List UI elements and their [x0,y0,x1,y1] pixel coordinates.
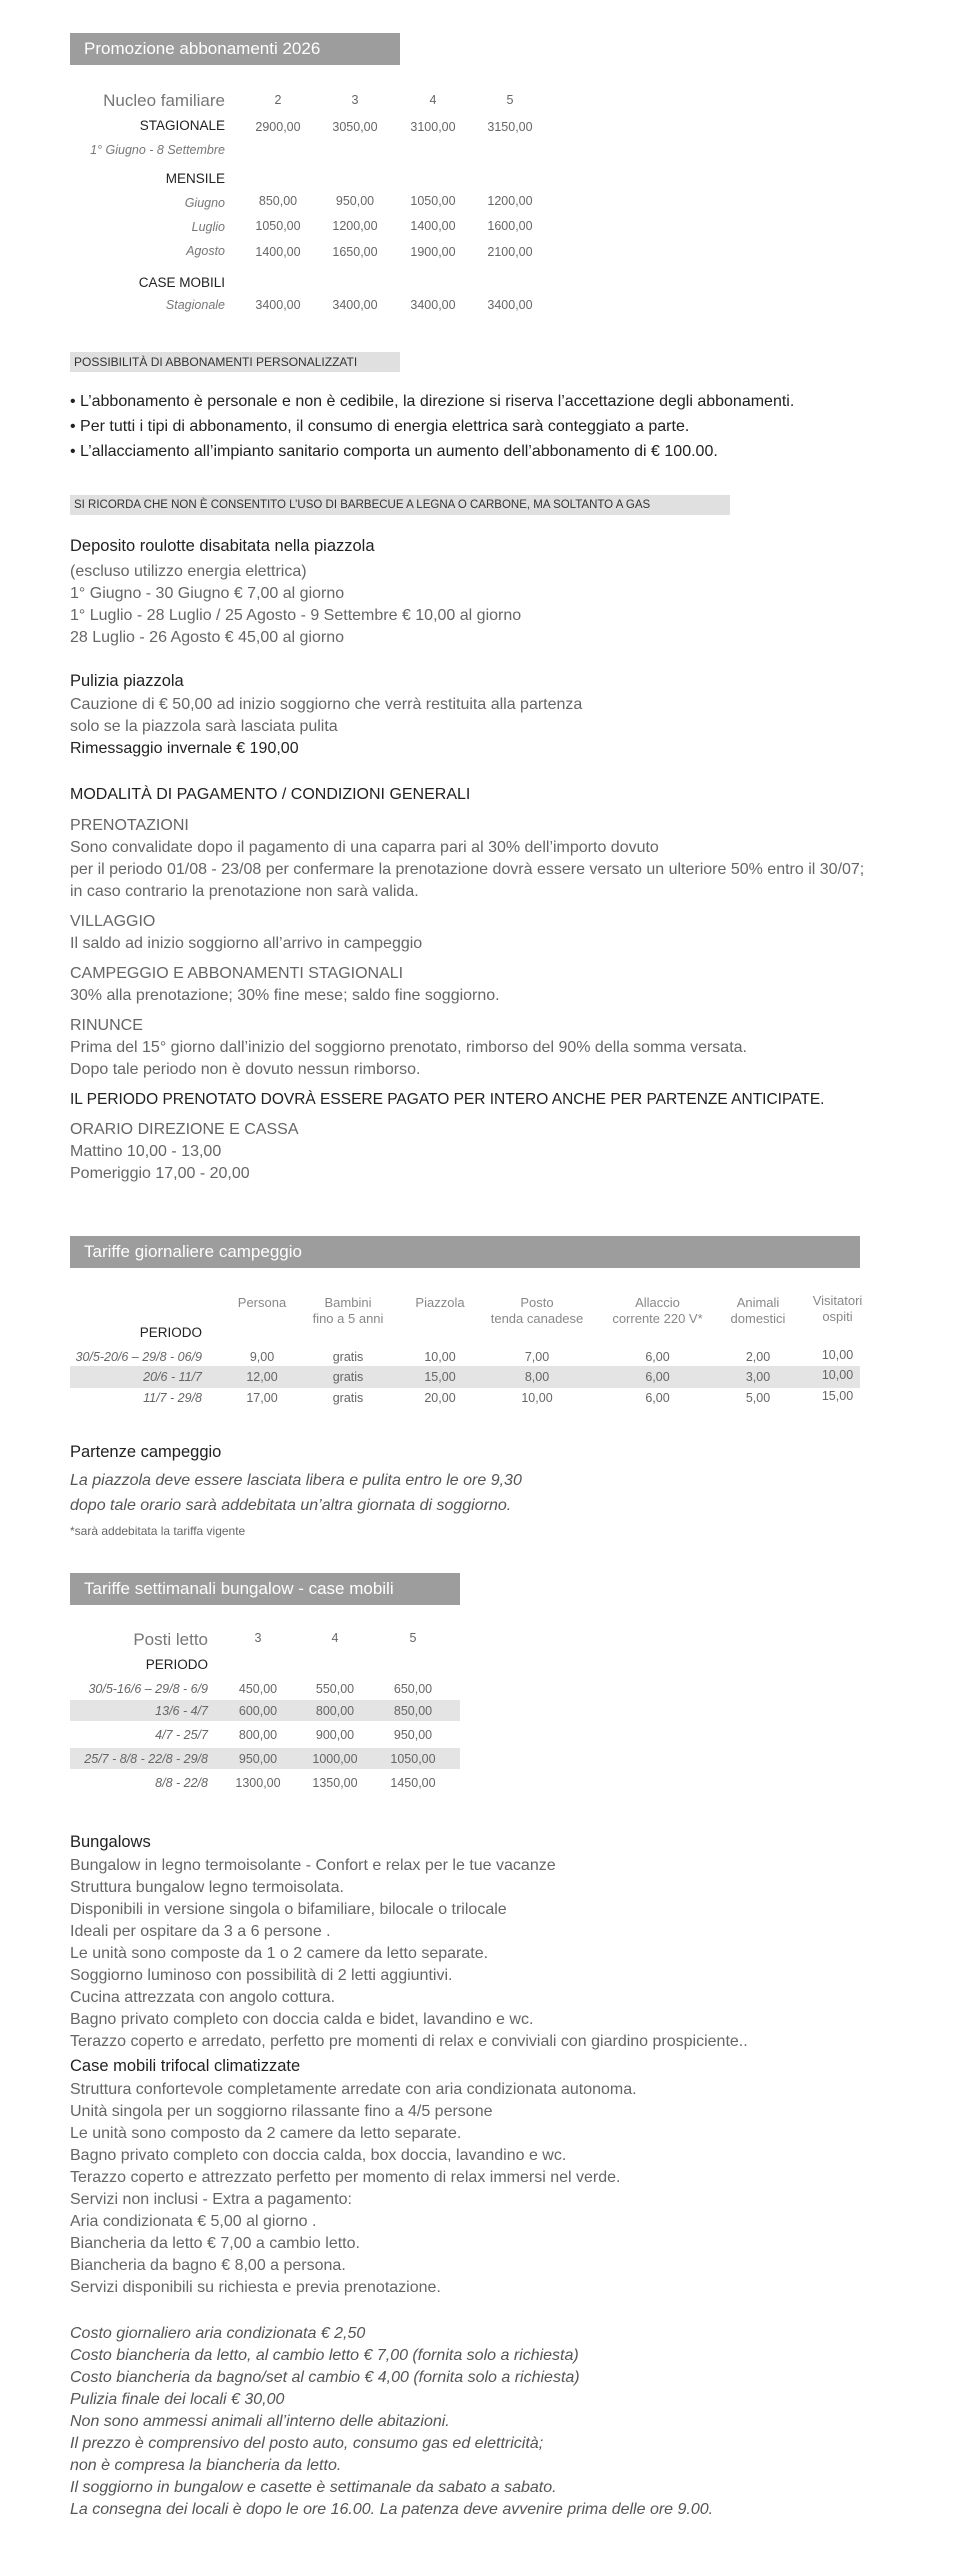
table-cell: 1400,00 [410,219,456,233]
text-line: Pulizia finale dei locali € 30,00 [70,2391,285,2408]
text-line: Cucina attrezzata con angolo cottura. [70,1989,336,2006]
table-cell: 1600,00 [487,219,533,233]
bungalows-title: Bungalows [70,1833,151,1851]
partenze-note: *sarà addebitata la tariffa vigente [70,1524,246,1538]
text-line: Non sono ammessi animali all’interno delle abitazioni. [70,2413,450,2430]
text-line: Costo biancheria da bagno/set al cambio € 4,00 (fornita solo a richiesta) [70,2369,580,2386]
col-header: 5 [506,93,514,107]
deposito-body [70,561,930,649]
text-line: in caso contrario la prenotazione non sarà valida. [70,883,419,900]
periodo-label: PERIODO [139,1325,202,1340]
table-cell: 1900,00 [410,245,456,259]
text-line: Struttura bungalow legno termoisolata. [70,1879,344,1896]
text-line: non è compresa la biancheria da letto. [70,2457,342,2474]
column-header: Allaccio corrente 220 V* [612,1295,703,1326]
table-row: 30/5-20/6 – 29/8 - 06/9 9,00 gratis 10,00 7,00 6,00 2,00 10,00 [75,1348,854,1364]
table-cell: 1050,00 [255,219,301,233]
text-line: Le unità sono composte da 1 o 2 camere da letto separate. [70,1945,489,1962]
text-line: Il soggiorno in bungalow e casette è settimanale da sabato a sabato. [70,2479,557,2496]
table-cell: 1650,00 [332,245,378,259]
text-line: Bagno privato completo con doccia calda e bidet, lavandino e wc. [70,2011,534,2028]
text-line: dopo tale orario sarà addebitata un’altra giornata di soggiorno. [70,1497,512,1514]
mensile-label: MENSILE [165,171,225,186]
text-line: Unità singola per un soggiorno rilassante fino a 4/5 persone [70,2103,493,2120]
list-item: • L’allacciamento all’impianto sanitario comporta un aumento dell’abbonamento di € 100.00. [70,443,718,460]
text-line: La piazzola deve essere lasciata libera e pulita entro le ore 9,30 [70,1472,522,1489]
text-line: Costo giornaliero aria condizionata € 2,50 [70,2325,366,2342]
table-cell: 3150,00 [487,120,533,134]
pulizia-body [70,694,930,760]
table-row: 13/6 - 4/7 600,00 800,00 850,00 [155,1704,433,1718]
table-row: 20/6 - 11/7 12,00 gratis 15,00 8,00 6,00 3,00 10,00 [143,1368,854,1384]
column-header: Posto tenda canadese [490,1295,584,1326]
text-line: Biancheria da bagno € 8,00 a persona. [70,2257,346,2274]
text-line: Biancheria da letto € 7,00 a cambio letto. [70,2235,360,2252]
modalita-title: MODALITÀ DI PAGAMENTO / CONDIZIONI GENERALI [70,786,471,803]
table-row: 4/7 - 25/7 800,00 900,00 950,00 [155,1728,433,1742]
table-cell: 3400,00 [487,298,533,312]
bullet-list [70,389,950,464]
text-line: Servizi non inclusi - Extra a pagamento: [70,2191,352,2208]
text-line: Terazzo coperto e attrezzato perfetto per momento di relax immersi nel verde. [70,2169,621,2186]
table-cell: 3400,00 [255,298,301,312]
text-line: Il prezzo è comprensivo del posto auto, consumo gas ed elettricità; [70,2435,544,2452]
text-line: 1° Giugno - 30 Giugno € 7,00 al giorno [70,585,345,602]
text-line: Costo biancheria da letto, al cambio letto € 7,00 (fornita solo a richiesta) [70,2347,579,2364]
col-header: 5 [409,1631,417,1645]
table-cell: 3400,00 [410,298,456,312]
table-cell: 3050,00 [332,120,378,134]
section-heading: VILLAGGIO [70,913,156,930]
tariffe-giornaliere-title: Tariffe giornaliere campeggio [70,1236,860,1268]
text-line: per il periodo 01/08 - 23/08 per confermare la prenotazione dovrà essere versato un ulteriore 50% entro il 30/07; [70,861,865,878]
deposito-title: Deposito roulotte disabitata nella piazzola [70,537,375,555]
section-heading: PRENOTAZIONI [70,817,189,834]
pulizia-title: Pulizia piazzola [70,672,184,690]
personalizzati-title: POSSIBILITÀ DI ABBONAMENTI PERSONALIZZATI [70,352,400,372]
col-header: 4 [331,1631,339,1645]
text-line: Pomeriggio 17,00 - 20,00 [70,1165,250,1182]
list-item: • Per tutti i tipi di abbonamento, il consumo di energia elettrica sarà conteggiato a parte. [70,418,690,435]
table-cell: 1200,00 [332,219,378,233]
column-header: Visitatori ospiti [812,1293,863,1324]
text-line: Mattino 10,00 - 13,00 [70,1143,222,1160]
table-cell: 3400,00 [332,298,378,312]
table-cell: 2100,00 [487,245,533,259]
column-header: Persona [237,1295,287,1310]
posti-label: Posti letto [133,1630,208,1649]
text-line: Bagno privato completo con doccia calda, box doccia, lavandino e wc. [70,2147,567,2164]
stagionale-label: STAGIONALE [139,118,225,133]
promo-title: Promozione abbonamenti 2026 [70,33,400,65]
col-header: 2 [274,93,282,107]
table-row: 30/5-16/6 – 29/8 - 6/9 450,00 550,00 650,00 [88,1682,433,1696]
list-item: • L’abbonamento è personale e non è cedibile, la direzione si riserva l’accettazione degli abbonamenti. [70,393,795,410]
nucleo-label: Nucleo familiare [103,91,225,110]
barbecue-notice: SI RICORDA CHE NON È CONSENTITO L’USO DI BARBECUE A LEGNA O CARBONE, MA SOLTANTO A GAS [70,495,730,515]
stagionale-sub: 1° Giugno - 8 Settembre [90,143,225,157]
text-line: 1° Luglio - 28 Luglio / 25 Agosto - 9 Settembre € 10,00 al giorno [70,607,522,624]
row-label: Agosto [186,244,225,258]
text-line: Aria condizionata € 5,00 al giorno . [70,2213,317,2230]
table-row: 25/7 - 8/8 - 22/8 - 29/8 950,00 1000,00 1050,00 [84,1752,436,1766]
table-cell: 850,00 [258,194,298,208]
text-line: Il saldo ad inizio soggiorno all’arrivo in campeggio [70,935,423,952]
case-mobili-notes [70,2323,950,2521]
table-cell: 950,00 [335,194,375,208]
case-mobili-title: Case mobili trifocal climatizzate [70,2057,301,2075]
row-label: Stagionale [165,298,225,312]
text-line: Ideali per ospitare da 3 a 6 persone . [70,1923,331,1940]
section-heading: CAMPEGGIO E ABBONAMENTI STAGIONALI [70,965,404,982]
periodo-label: PERIODO [145,1657,208,1672]
partenze-title: Partenze campeggio [70,1443,222,1461]
modalita-body [70,815,950,1185]
text-line: Prima del 15° giorno dall’inizio del soggiorno prenotato, rimborso del 90% della somma versata. [70,1039,747,1056]
text-line: Dopo tale periodo non è dovuto nessun rimborso. [70,1061,421,1078]
section-heading: ORARIO DIREZIONE E CASSA [70,1121,299,1138]
text-line: Terazzo coperto e arredato, perfetto pre momenti di relax e conviviali con giardino prospiciente.. [70,2033,748,2050]
text-line: La consegna dei locali è dopo le ore 16.00. La patenza deve avvenire prima delle ore 9.00. [70,2501,714,2518]
row-label: Giugno [184,196,225,210]
text-line: solo se la piazzola sarà lasciata pulita [70,718,338,735]
table-cell: 3100,00 [410,120,456,134]
section-heading: RINUNCE [70,1017,143,1034]
text-line: Le unità sono composto da 2 camere da letto separate. [70,2125,462,2142]
text-line: 30% alla prenotazione; 30% fine mese; saldo fine soggiorno. [70,987,500,1004]
col-header: 4 [429,93,437,107]
table-cell: 1400,00 [255,245,301,259]
tariffe-settimanali-title: Tariffe settimanali bungalow - case mobili [70,1573,460,1605]
text-line: Struttura confortevole completamente arredate con aria condizionata autonoma. [70,2081,637,2098]
text-line: Cauzione di € 50,00 ad inizio soggiorno che verrà restituita alla partenza [70,696,583,713]
text-line: 28 Luglio - 26 Agosto € 45,00 al giorno [70,629,344,646]
col-header: 3 [254,1631,262,1645]
table-cell: 1050,00 [410,194,456,208]
table-cell: 1200,00 [487,194,533,208]
text-line: Soggiorno luminoso con possibilità di 2 letti aggiuntivi. [70,1967,453,1984]
text-line: Servizi disponibili su richiesta e previa prenotazione. [70,2279,441,2296]
text-line: (escluso utilizzo energia elettrica) [70,563,307,580]
periodo-notice: IL PERIODO PRENOTATO DOVRÀ ESSERE PAGATO PER INTERO ANCHE PER PARTENZE ANTICIPATE. [70,1091,825,1108]
case-mobili-body [70,2079,950,2299]
row-label: Luglio [191,220,225,234]
text-line: Sono convalidate dopo il pagamento di una caparra pari al 30% dell’importo dovuto [70,839,659,856]
partenze-body [70,1468,930,1518]
bungalows-body [70,1855,950,2053]
casemobili-label: CASE MOBILI [138,275,225,290]
table-row: 8/8 - 22/8 1300,00 1350,00 1450,00 [155,1776,436,1790]
rimessaggio-line: Rimessaggio invernale € 190,00 [70,740,299,757]
col-header: 3 [351,93,359,107]
column-header: Animali domestici [730,1295,786,1326]
column-header: Bambini fino a 5 anni [312,1295,384,1326]
text-line: Bungalow in legno termoisolante - Confort e relax per le tue vacanze [70,1857,556,1874]
table-cell: 2900,00 [255,120,301,134]
text-line: Disponibili in versione singola o bifamiliare, bilocale o trilocale [70,1901,507,1918]
column-header: Piazzola [415,1295,465,1310]
table-row: 11/7 - 29/8 17,00 gratis 20,00 10,00 6,00 5,00 15,00 [143,1389,854,1405]
